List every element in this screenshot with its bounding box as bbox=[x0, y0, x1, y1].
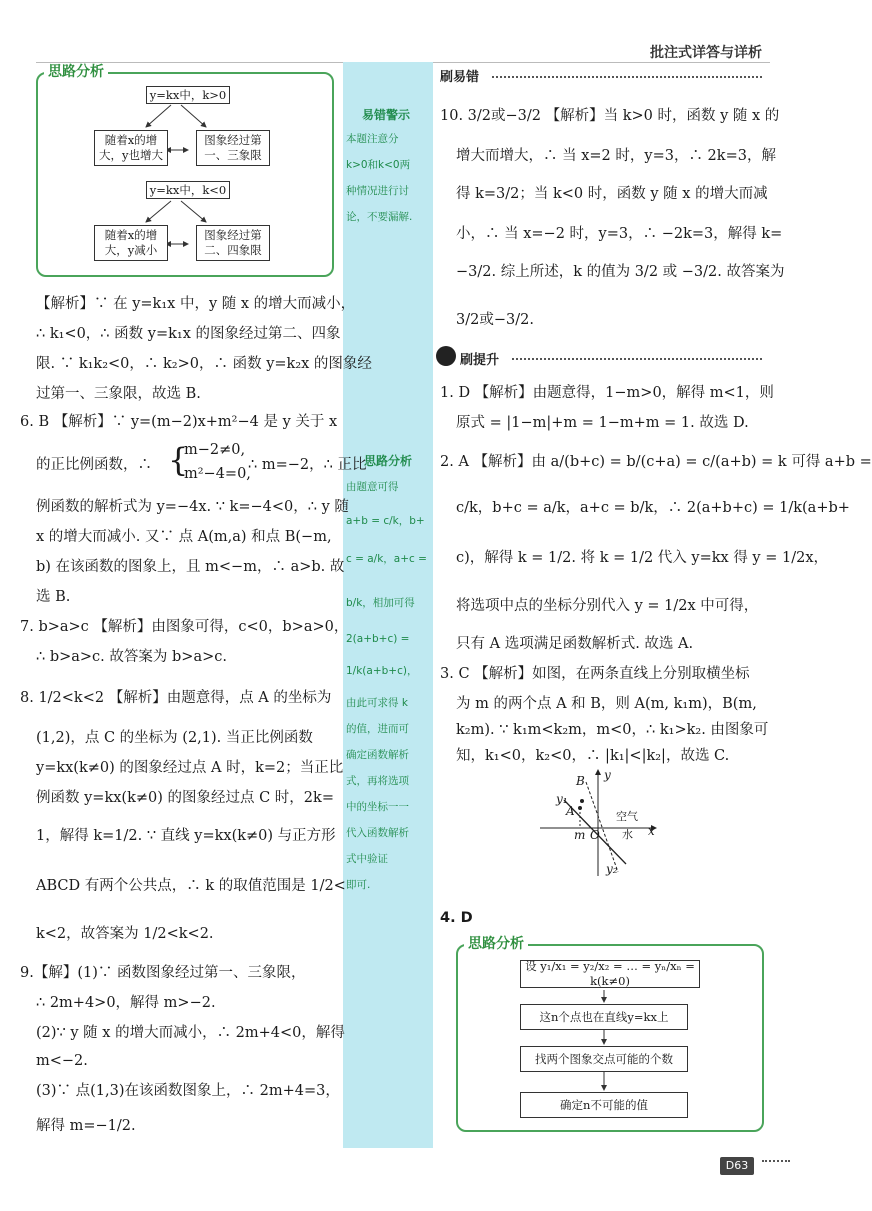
graph-label-A: A bbox=[566, 804, 575, 818]
q9-line: ∴ 2m+4>0，解得 m>−2. bbox=[36, 995, 216, 1011]
flow-root-negative: y=kx中，k<0 bbox=[146, 181, 230, 199]
side-note-line: b/k，相加可得 bbox=[346, 597, 415, 609]
refraction-graph bbox=[536, 764, 666, 884]
system-brace: { bbox=[168, 441, 189, 479]
section-dots bbox=[512, 358, 762, 360]
q9-line: (2)∵ y 随 x 的增大而减小，∴ 2m+4<0，解得 bbox=[36, 1025, 345, 1041]
q6-line: b) 在该函数的图象上，且 m<−m，∴ a>b. 故 bbox=[36, 559, 345, 575]
q10-line: 增大而增大，∴ 当 x=2 时，y=3，∴ 2k=3，解 bbox=[456, 148, 776, 164]
side-note-line: 1/k(a+b+c)， bbox=[346, 665, 418, 677]
page-number: D63 bbox=[720, 1157, 754, 1175]
q6-line: ∴ m=−2，∴ 正比 bbox=[248, 457, 367, 473]
q1-line: 原式 = |1−m|+m = 1−m+m = 1. 故选 D. bbox=[456, 415, 749, 431]
q2-line: 2. A 【解析】由 a/(b+c) = b/(c+a) = c/(a+b) = k 可得 a+b = bbox=[440, 454, 872, 470]
q10-line: 10. 3/2或−3/2 【解析】当 k>0 时，函数 y 随 x 的 bbox=[440, 108, 780, 124]
graph-label-y1: y₁ bbox=[556, 792, 568, 806]
side-note-line: k>0和k<0两 bbox=[346, 159, 411, 171]
p5-line: ∴ k₁<0，∴ 函数 y=k₁x 的图象经过第二、四象 bbox=[36, 326, 341, 342]
q9-line: (3)∵ 点(1,3)在该函数图象上，∴ 2m+4=3， bbox=[36, 1083, 340, 1099]
graph-label-air: 空气 bbox=[616, 810, 638, 823]
page-corner-dots bbox=[762, 1160, 790, 1162]
p5-line: 【解析】∵ 在 y=k₁x 中，y 随 x 的增大而减小， bbox=[36, 296, 356, 312]
q2-line: c)，解得 k = 1/2. 将 k = 1/2 代入 y=kx 得 y = 1/2x， bbox=[456, 550, 829, 566]
flow-step-ratio: 设 y₁/x₁ = y₂/x₂ = … = yₙ/xₙ = k(k≠0) bbox=[520, 960, 700, 988]
q10-line: 3/2或−3/2. bbox=[456, 312, 534, 328]
section-title-improve: 刷提升 bbox=[460, 353, 500, 368]
q10-line: 小，∴ 当 x=−2 时，y=3，∴ −2k=3，解得 k= bbox=[456, 226, 783, 242]
p5-line: 限. ∵ k₁k₂<0，∴ k₂>0，∴ 函数 y=k₂x 的图象经 bbox=[36, 356, 372, 372]
right-analysis-title: 思路分析 bbox=[464, 936, 528, 952]
q2-line: 只有 A 选项满足函数解析式. 故选 A. bbox=[456, 636, 694, 652]
flow-decrease-box: 随着x的增 大，y减小 bbox=[94, 225, 168, 261]
flow-step-line: 这n个点也在直线y=kx上 bbox=[520, 1004, 688, 1030]
q2-line: 将选项中点的坐标分别代入 y = 1/2x 中可得， bbox=[456, 598, 759, 614]
side-note-line: 式，再将选项 bbox=[346, 775, 409, 787]
graph-label-O: O bbox=[590, 828, 600, 842]
graph-label-x-axis: x bbox=[648, 824, 655, 838]
section-title-errors: 刷易错 bbox=[440, 70, 480, 85]
p5-line: 过第一、三象限，故选 B. bbox=[36, 386, 201, 402]
q2-line: c/k，b+c = a/k，a+c = b/k，∴ 2(a+b+c) = 1/k(a+b+ bbox=[456, 500, 850, 516]
side-note-error-title: 易错警示 bbox=[362, 108, 411, 122]
q8-line: k<2，故答案为 1/2<k<2. bbox=[36, 926, 214, 942]
graph-label-y-axis: y bbox=[604, 768, 611, 782]
q6-line: 6. B 【解析】∵ y=(m−2)x+m²−4 是 y 关于 x bbox=[20, 414, 338, 430]
q6-line: 选 B. bbox=[36, 589, 71, 605]
flow-increase-box: 随着x的增 大，y也增大 bbox=[94, 130, 168, 166]
q8-line: 8. 1/2<k<2 【解析】由题意得，点 A 的坐标为 bbox=[20, 690, 332, 706]
q10-line: −3/2. 综上所述，k 的值为 3/2 或 −3/2. 故答案为 bbox=[456, 264, 785, 280]
side-note-line: 由题意可得 bbox=[346, 481, 399, 493]
graph-label-m: m bbox=[574, 828, 586, 842]
q8-line: (1,2)，点 C 的坐标为 (2,1). 当正比例函数 bbox=[36, 730, 313, 746]
side-note-line: c = a/k，a+c = bbox=[346, 553, 427, 565]
q9-line: 解得 m=−1/2. bbox=[36, 1118, 136, 1134]
q8-line: 例函数 y=kx(k≠0) 的图象经过点 C 时，2k= bbox=[36, 790, 334, 806]
side-note-line: 论，不要漏解. bbox=[346, 211, 413, 223]
graph-label-water: 水 bbox=[622, 828, 633, 841]
section-badge-icon bbox=[436, 346, 456, 366]
side-note-line: 2(a+b+c) = bbox=[346, 633, 410, 645]
side-note-line: 式中验证 bbox=[346, 853, 388, 865]
q3-line: 知，k₁<0，k₂<0，∴ |k₁|<|k₂|，故选 C. bbox=[456, 748, 730, 764]
q7-line: 7. b>a>c 【解析】由图象可得，c<0，b>a>0， bbox=[20, 619, 349, 635]
flow-quadrant-13-box: 图象经过第 一、三象限 bbox=[196, 130, 270, 166]
graph-label-B: B bbox=[576, 774, 585, 788]
q7-line: ∴ b>a>c. 故答案为 b>a>c. bbox=[36, 649, 227, 665]
side-note-line: 中的坐标一一 bbox=[346, 801, 409, 813]
q3-line: 3. C 【解析】如图，在两条直线上分别取横坐标 bbox=[440, 666, 750, 682]
q6-line: x 的增大而减小. 又∵ 点 A(m,a) 和点 B(−m, bbox=[36, 529, 332, 545]
q9-line: m<−2. bbox=[36, 1053, 88, 1069]
side-note-line: a+b = c/k，b+ bbox=[346, 515, 425, 527]
q6-line: m−2≠0, bbox=[184, 442, 246, 458]
q1-line: 1. D 【解析】由题意得，1−m>0，解得 m<1，则 bbox=[440, 385, 774, 401]
section-dots bbox=[492, 76, 762, 78]
q3-line: 为 m 的两个点 A 和 B，则 A(m, k₁m)，B(m, bbox=[456, 696, 757, 712]
q6-line: 的正比例函数，∴ bbox=[36, 457, 152, 473]
flow-step-intersections: 找两个图象交点可能的个数 bbox=[520, 1046, 688, 1072]
side-note-line: 确定函数解析 bbox=[346, 749, 409, 761]
flow-quadrant-24-box: 图象经过第 二、四象限 bbox=[196, 225, 270, 261]
flow-step-conclusion: 确定n不可能的值 bbox=[520, 1092, 688, 1118]
side-note-line: 种情况进行讨 bbox=[346, 185, 409, 197]
q10-line: 得 k=3/2；当 k<0 时，函数 y 随 x 的增大而减 bbox=[456, 186, 768, 202]
side-note-analysis-title: 思路分析 bbox=[364, 454, 413, 468]
q4-answer: 4. D bbox=[440, 910, 473, 926]
q9-line: 9.【解】(1)∵ 函数图象经过第一、三象限， bbox=[20, 965, 306, 981]
page-header-title: 批注式详答与详析 bbox=[650, 45, 762, 61]
left-analysis-title: 思路分析 bbox=[44, 64, 108, 80]
q8-line: 1，解得 k=1/2. ∵ 直线 y=kx(k≠0) 与正方形 bbox=[36, 828, 336, 844]
q6-line: m²−4=0, bbox=[184, 466, 251, 482]
side-note-line: 本题注意分 bbox=[346, 133, 399, 145]
graph-label-y2: y₂ bbox=[606, 862, 618, 876]
q6-line: 例函数的解析式为 y=−4x. ∵ k=−4<0，∴ y 随 bbox=[36, 499, 349, 515]
side-note-line: 即可. bbox=[346, 879, 371, 891]
side-note-line: 代入函数解析 bbox=[346, 827, 409, 839]
side-note-line: 由此可求得 k bbox=[346, 697, 408, 709]
side-note-line: 的值，进而可 bbox=[346, 723, 409, 735]
q3-line: k₂m). ∵ k₁m<k₂m，m<0，∴ k₁>k₂. 由图象可 bbox=[456, 722, 769, 738]
q8-line: ABCD 有两个公共点，∴ k 的取值范围是 1/2< bbox=[36, 878, 346, 894]
q8-line: y=kx(k≠0) 的图象经过点 A 时，k=2；当正比 bbox=[36, 760, 344, 776]
flow-root-positive: y=kx中，k>0 bbox=[146, 86, 230, 104]
